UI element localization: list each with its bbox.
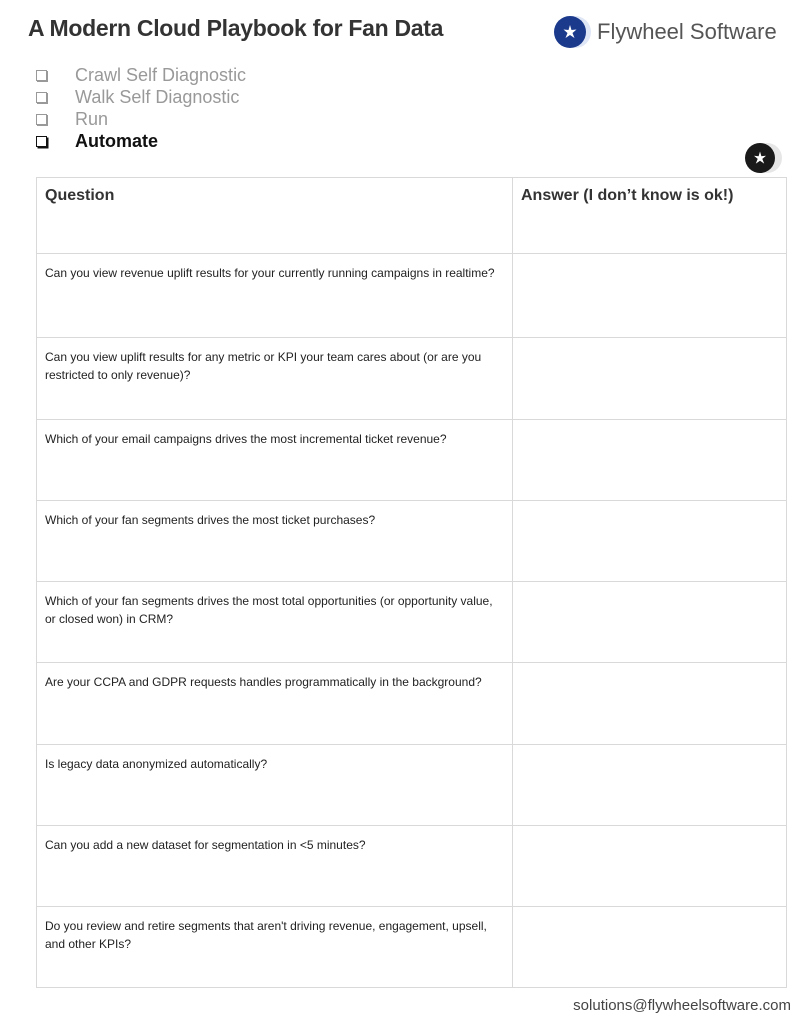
answer-cell[interactable] (513, 582, 787, 663)
question-cell: Can you add a new dataset for segmentation in <5 minutes? (37, 826, 513, 907)
table-row (37, 338, 787, 420)
answer-cell[interactable] (513, 501, 787, 582)
table-row (37, 826, 787, 907)
answer-cell[interactable] (513, 254, 787, 338)
question-cell: Can you view uplift results for any metric or KPI your team cares about (or are you restricted to only revenue)? (37, 338, 513, 420)
answer-cell[interactable] (513, 420, 787, 501)
contact-email[interactable]: solutions@flywheelsoftware.com (573, 997, 791, 1014)
answer-cell[interactable] (513, 826, 787, 907)
question-cell: Which of your fan segments drives the most ticket purchases? (37, 501, 513, 582)
table-row (37, 907, 787, 988)
diagnostic-table (36, 177, 787, 988)
checkbox-icon (36, 114, 47, 125)
answer-cell[interactable] (513, 907, 787, 988)
question-cell: Are your CCPA and GDPR requests handles programmatically in the background? (37, 663, 513, 745)
flywheel-small-logo-icon (742, 142, 788, 176)
checklist-label: Crawl Self Diagnostic (75, 64, 247, 85)
checklist-item-automate (36, 130, 246, 152)
table-row (37, 663, 787, 745)
answer-cell[interactable] (513, 338, 787, 420)
checklist-label: Run (75, 108, 109, 129)
table-header-row (37, 178, 787, 254)
table-row (37, 582, 787, 663)
table-row (37, 745, 787, 826)
checklist-item-run (36, 108, 246, 130)
answer-cell[interactable] (513, 745, 787, 826)
checklist-item-crawl (36, 64, 246, 86)
table-row (37, 501, 787, 582)
question-cell: Which of your email campaigns drives the most incremental ticket revenue? (37, 420, 513, 501)
question-cell: Do you review and retire segments that aren't driving revenue, engagement, upsell, and other KPIs? (37, 907, 513, 988)
table-row (37, 254, 787, 338)
page-title: A Modern Cloud Playbook for Fan Data (28, 15, 444, 41)
stage-checklist (36, 64, 246, 152)
answer-column-header: Answer (I don’t know is ok!) (513, 178, 787, 254)
brand-header (553, 15, 777, 49)
question-cell: Which of your fan segments drives the most total opportunities (or opportunity value, or closed won) in CRM? (37, 582, 513, 663)
table-row (37, 420, 787, 501)
question-cell: Can you view revenue uplift results for your currently running campaigns in realtime? (37, 254, 513, 338)
question-column-header: Question (37, 178, 513, 254)
checkbox-icon (36, 70, 47, 81)
checklist-item-walk (36, 86, 246, 108)
checklist-label: Walk Self Diagnostic (75, 86, 240, 107)
answer-cell[interactable] (513, 663, 787, 745)
question-cell: Is legacy data anonymized automatically? (37, 745, 513, 826)
checkbox-icon (36, 136, 47, 147)
checkbox-icon (36, 92, 47, 103)
brand-name: Flywheel Software (597, 19, 777, 44)
checklist-label: Automate (75, 130, 159, 151)
flywheel-logo-icon (553, 15, 587, 49)
